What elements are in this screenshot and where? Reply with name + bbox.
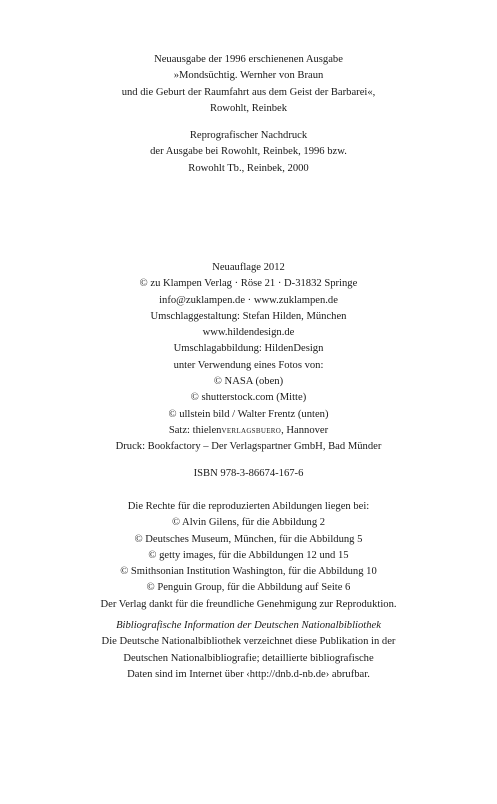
rights-line: © Deutsches Museum, München, für die Abbildung 5: [134, 533, 363, 545]
image-rights-block: [0, 499, 497, 613]
typesetting-prefix: Satz: thielen: [168, 424, 222, 436]
reprint-line: Rowohlt Tb., Reinbek, 2000: [188, 162, 309, 174]
typesetting-suffix: , Hannover: [281, 424, 329, 436]
photo-credit-bottom: © ullstein bild / Walter Frentz (unten): [168, 408, 329, 420]
cover-design-credit: Umschlaggestaltung: Stefan Hilden, München: [150, 310, 347, 322]
publisher-contact: info@zuklampen.de · www.zuklampen.de: [159, 294, 338, 306]
first-edition-notice: [0, 52, 497, 117]
dnb-heading: Bibliografische Information der Deutschen Nationalbibliothek: [116, 620, 381, 631]
publisher-address: © zu Klampen Verlag · Röse 21 · D-31832 Springe: [139, 278, 358, 290]
dnb-line: Die Deutsche Nationalbibliothek verzeichnet diese Publikation in der: [101, 636, 396, 648]
dnb-line: Deutschen Nationalbibliografie; detaillierte bibliografische: [123, 652, 374, 664]
typesetting-brand: verlagsbuero: [221, 424, 282, 436]
edition-year: Neuauflage 2012: [212, 262, 285, 273]
first-edition-line: und die Geburt der Raumfahrt aus dem Geist der Barbarei«,: [121, 86, 376, 98]
isbn-block: [0, 466, 497, 482]
first-edition-line: »Mondsüchtig. Wernher von Braun: [173, 70, 324, 82]
first-edition-line: Neuausgabe der 1996 erschienenen Ausgabe: [154, 54, 343, 65]
reprint-line: Reprografischer Nachdruck: [189, 130, 308, 141]
imprint-block: [0, 260, 497, 456]
photo-credit-middle: © shutterstock.com (Mitte): [190, 392, 307, 404]
rights-line: © Penguin Group, für die Abbildung auf Seite 6: [146, 582, 351, 594]
rights-line: © getty images, für die Abbildungen 12 und 15: [148, 549, 349, 561]
rights-line: Die Rechte für die reproduzierten Abildungen liegen bei:: [127, 501, 370, 512]
dnb-block: [0, 618, 497, 683]
print-credit: Druck: Bookfactory – Der Verlagspartner GmbH, Bad Münder: [115, 441, 382, 453]
first-edition-line: Rowohlt, Reinbek: [209, 102, 288, 114]
dnb-line: Daten sind im Internet über ‹http://dnb.d-nb.de› abrufbar.: [127, 668, 370, 680]
photo-credit-top: © NASA (oben): [213, 376, 284, 388]
reprint-line: der Ausgabe bei Rowohlt, Reinbek, 1996 bzw.: [150, 146, 347, 158]
isbn-number: ISBN 978-3-86674-167-6: [193, 468, 304, 479]
rights-thanks: Der Verlag dankt für die freundliche Genehmigung zur Reproduktion.: [100, 598, 397, 610]
rights-line: © Alvin Gilens, für die Abbildung 2: [171, 517, 326, 529]
cover-image-credit: Umschlagabbildung: HildenDesign: [173, 343, 324, 355]
rights-line: © Smithsonian Institution Washington, für die Abbildung 10: [120, 566, 377, 578]
typesetting-credit: [0, 423, 497, 439]
designer-website: www.hildendesign.de: [202, 327, 295, 339]
photo-credit-intro: unter Verwendung eines Fotos von:: [173, 359, 324, 371]
reprint-notice: [0, 128, 497, 177]
